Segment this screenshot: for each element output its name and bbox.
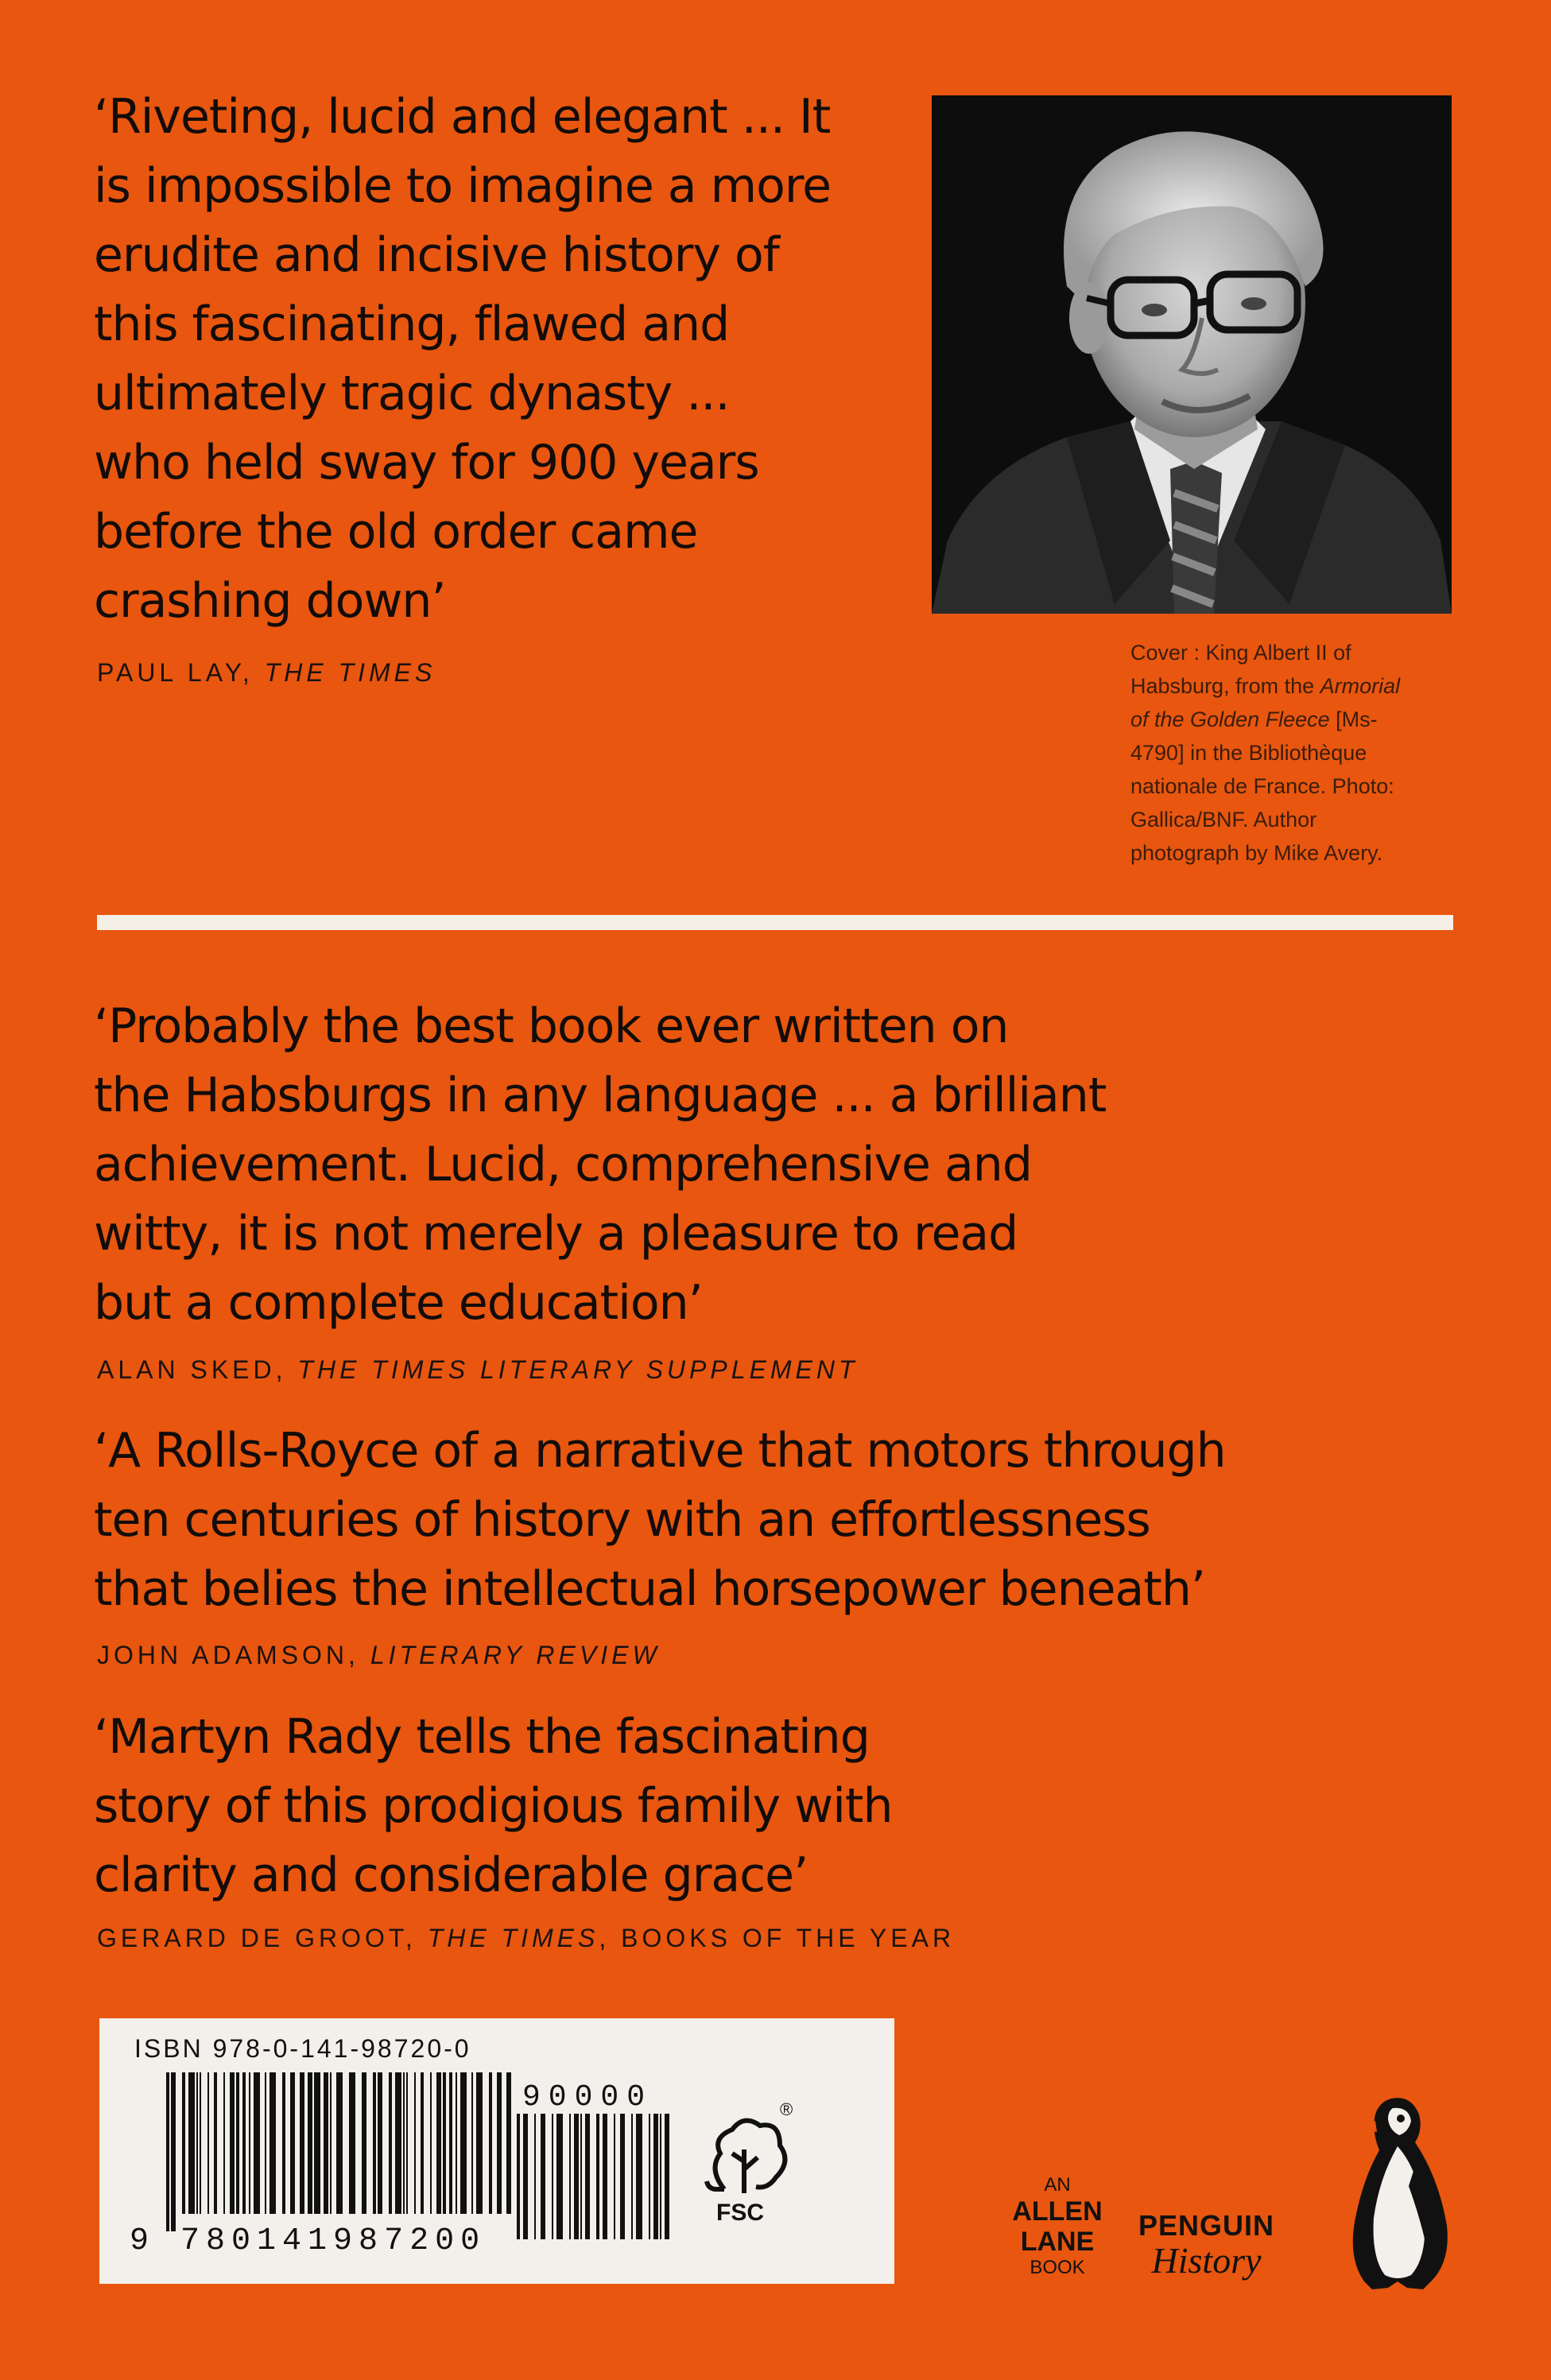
barcode-bar xyxy=(403,2072,405,2214)
barcode-bar xyxy=(330,2072,332,2214)
imprint-allen: ALLEN xyxy=(1012,2196,1103,2227)
barcode-bar xyxy=(242,2072,246,2214)
barcode-bar xyxy=(300,2072,304,2214)
barcode-bar xyxy=(449,2072,452,2214)
caption-text: nationale de France. Photo: xyxy=(1130,774,1394,798)
barcode-digits xyxy=(130,2223,486,2259)
quote-line: who held sway for 900 years xyxy=(94,435,759,490)
penguin-history-brand xyxy=(1138,2210,1274,2280)
barcode-bar xyxy=(324,2072,328,2214)
quote-4-attribution xyxy=(97,1924,955,1953)
barcode-bar xyxy=(574,2114,579,2239)
attribution-source: THE TIMES xyxy=(264,658,436,687)
fsc-label: FSC xyxy=(716,2200,764,2226)
attribution-author: PAUL LAY, xyxy=(97,658,265,687)
barcode-bar xyxy=(569,2114,571,2239)
quote-line: story of this prodigious family with xyxy=(94,1778,893,1834)
quote-line: ‘Martyn Rady tells the fascinating xyxy=(94,1709,870,1765)
barcode-bar xyxy=(336,2072,343,2214)
barcode-bar xyxy=(349,2072,355,2214)
quote-1-attribution xyxy=(97,658,436,688)
barcode-bar xyxy=(552,2114,553,2239)
barcode-bar xyxy=(406,2072,408,2214)
barcode-bar xyxy=(471,2072,473,2214)
caption-italic: of the Golden Fleece xyxy=(1130,707,1330,731)
quote-line: ‘A Rolls-Royce of a narrative that motors through xyxy=(94,1423,1226,1479)
barcode-bar xyxy=(443,2072,446,2214)
barcode-bar xyxy=(249,2072,250,2214)
barcode-bar xyxy=(456,2072,457,2214)
attribution-author: ALAN SKED, xyxy=(97,1355,298,1384)
quote-line: is impossible to imagine a more xyxy=(94,158,832,214)
barcode-bar xyxy=(236,2072,239,2214)
caption-italic: Armorial xyxy=(1320,674,1401,698)
quote-line: ten centuries of history with an effortlessness xyxy=(94,1492,1150,1548)
barcode-bar xyxy=(282,2072,285,2214)
barcode-bar xyxy=(308,2072,312,2214)
barcode-bar xyxy=(489,2072,492,2214)
brand-history: History xyxy=(1151,2240,1262,2281)
barcode-bar xyxy=(214,2072,217,2214)
barcode-bar xyxy=(506,2072,511,2214)
barcode-bar xyxy=(460,2072,467,2214)
quote-line: erudite and incisive history of xyxy=(94,227,779,283)
penguin-logo-icon xyxy=(1336,2091,1463,2297)
quote-line: this fascinating, flawed and xyxy=(94,297,730,352)
barcode-bar xyxy=(517,2114,520,2239)
barcode-bar xyxy=(207,2072,209,2214)
quote-line: witty, it is not merely a pleasure to read xyxy=(94,1206,1018,1262)
fsc-tree-icon xyxy=(700,2114,796,2201)
fsc-logo xyxy=(700,2099,796,2241)
barcode-bar xyxy=(556,2114,563,2239)
caption-text: Habsburg, from the xyxy=(1130,674,1320,698)
barcode-bar xyxy=(395,2072,401,2214)
ean-barcode xyxy=(166,2072,516,2231)
barcode-bar xyxy=(523,2114,528,2239)
barcode-bar xyxy=(389,2072,392,2214)
barcode-bar xyxy=(378,2072,382,2214)
quote-line: clarity and considerable grace’ xyxy=(94,1847,808,1903)
quote-line: ultimately tragic dynasty ... xyxy=(94,366,730,421)
barcode-bar xyxy=(362,2072,366,2214)
barcode-bar xyxy=(534,2114,536,2239)
attribution-author: GERARD DE GROOT, xyxy=(97,1924,428,1952)
isbn-label: ISBN 978-0-141-98720-0 xyxy=(134,2034,471,2063)
attribution-suffix: , BOOKS OF THE YEAR xyxy=(599,1924,956,1952)
quote-2-attribution xyxy=(97,1355,859,1385)
quote-4 xyxy=(94,1703,892,1910)
barcode-main-digits: 780141987200 xyxy=(180,2223,487,2259)
attribution-source: THE TIMES LITERARY SUPPLEMENT xyxy=(297,1355,859,1384)
barcode-bar xyxy=(171,2072,176,2231)
barcode-bar xyxy=(290,2072,295,2214)
brand-penguin: PENGUIN xyxy=(1138,2209,1275,2242)
attribution-source: THE TIMES xyxy=(427,1924,599,1952)
barcode-first-digit: 9 xyxy=(130,2223,156,2259)
attribution-source: LITERARY REVIEW xyxy=(370,1641,661,1669)
addon-digits: 90000 xyxy=(522,2080,653,2114)
barcode-bar xyxy=(166,2072,169,2231)
imprint-lane: LANE xyxy=(1020,2227,1095,2257)
addon-barcode xyxy=(517,2114,676,2257)
quote-line: the Habsburgs in any language ... a brilliant xyxy=(94,1068,1107,1123)
barcode-bar xyxy=(421,2072,424,2214)
barcode-bar xyxy=(436,2072,441,2214)
barcode-bar xyxy=(182,2072,185,2214)
caption-text: 4790] in the Bibliothèque xyxy=(1130,741,1367,765)
barcode-bar xyxy=(631,2114,633,2239)
barcode-bar xyxy=(265,2072,266,2214)
barcode-bar xyxy=(660,2114,661,2239)
barcode-bar xyxy=(414,2072,416,2214)
barcode-bar xyxy=(430,2072,432,2214)
barcode-bar xyxy=(230,2072,235,2214)
attribution-author: JOHN ADAMSON, xyxy=(97,1641,370,1669)
barcode-bar xyxy=(596,2114,599,2239)
imprint-an: AN xyxy=(1044,2174,1071,2196)
barcode-bar xyxy=(196,2072,198,2214)
imprint-book: BOOK xyxy=(1029,2257,1085,2278)
quote-line: but a complete education’ xyxy=(94,1275,703,1331)
barcode-bar xyxy=(585,2114,590,2239)
barcode-bar xyxy=(497,2072,502,2214)
barcode-bar xyxy=(223,2072,225,2214)
barcode-bar xyxy=(314,2072,320,2214)
allen-lane-imprint xyxy=(1010,2174,1105,2279)
caption-text: Gallica/BNF. Author xyxy=(1130,808,1317,831)
barcode-bar xyxy=(269,2072,276,2214)
barcode-bar xyxy=(476,2072,483,2214)
barcode-bar xyxy=(665,2114,669,2239)
barcode-bar xyxy=(614,2114,615,2239)
quote-line: that belies the intellectual horsepower beneath’ xyxy=(94,1561,1205,1617)
barcode-bar xyxy=(188,2072,195,2214)
barcode-bar xyxy=(649,2114,650,2239)
quote-line: achievement. Lucid, comprehensive and xyxy=(94,1137,1032,1192)
caption-text: [Ms- xyxy=(1329,707,1378,731)
fsc-registered-mark: ® xyxy=(780,2099,793,2119)
barcode-bar xyxy=(636,2114,642,2239)
caption-text: Cover : King Albert II of xyxy=(1130,641,1351,665)
quote-3 xyxy=(94,1417,1226,1624)
quote-3-attribution xyxy=(97,1641,661,1670)
quote-line: before the old order came xyxy=(94,504,698,560)
quote-line: crashing down’ xyxy=(94,573,446,629)
barcode-bar xyxy=(603,2114,607,2239)
section-divider xyxy=(97,915,1453,930)
quote-1 xyxy=(94,83,831,636)
barcode-bar xyxy=(653,2114,658,2239)
barcode-bar xyxy=(254,2072,260,2214)
barcode-bar xyxy=(580,2114,582,2239)
author-photo xyxy=(932,95,1452,614)
caption-text: photograph by Mike Avery. xyxy=(1130,841,1383,865)
author-portrait-image xyxy=(932,95,1452,614)
barcode-bar xyxy=(373,2072,376,2214)
barcode-panel xyxy=(99,2018,894,2284)
quote-line: ‘Probably the best book ever written on xyxy=(94,998,1009,1054)
barcode-bar xyxy=(200,2072,201,2214)
barcode-bar xyxy=(541,2114,545,2239)
cover-credits-caption xyxy=(1130,636,1464,870)
barcode-bar xyxy=(620,2114,625,2239)
quote-line: ‘Riveting, lucid and elegant ... It xyxy=(94,89,831,145)
quote-2 xyxy=(94,992,1106,1338)
